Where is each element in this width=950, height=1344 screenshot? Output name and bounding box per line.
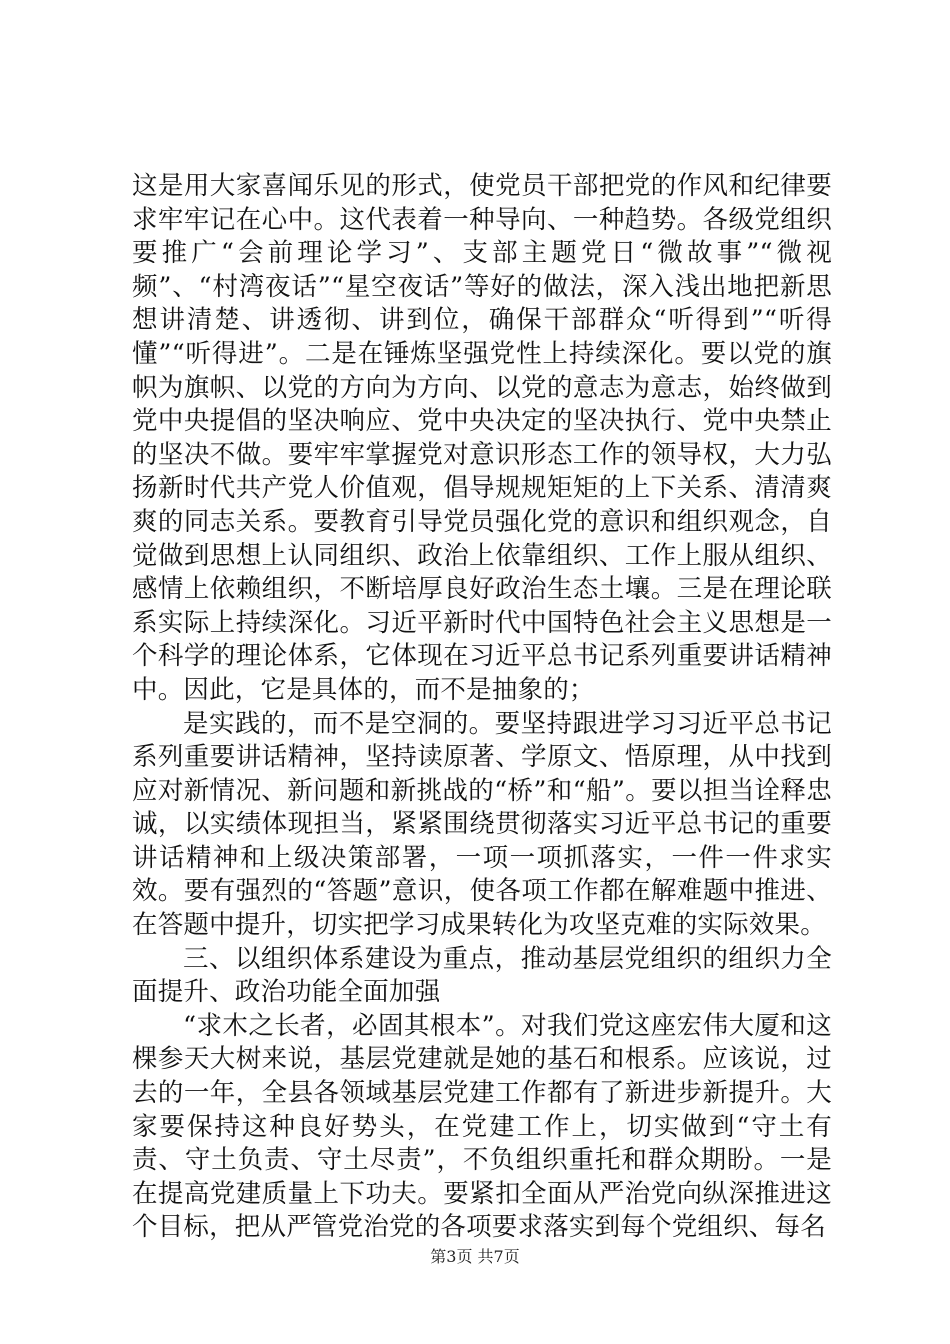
document-body	[132, 170, 832, 1245]
paragraph: 是实践的，而不是空洞的。要坚持跟进学习习近平总书记系列重要讲话精神，坚持读原著、学原文、悟原理，从中找到应对新情况、新问题和新挑战的“桥”和“船”。要以担当诠释忠诚，以实绩体现担当，紧紧围绕贯彻落实习近平总书记的重要讲话精神和上级决策部署，一项一项抓落实，一件一件求实效。要有强烈的“答题”意识，使各项工作都在解难题中推进、在答题中提升，切实把学习成果转化为攻坚克难的实际效果。	[132, 708, 832, 941]
paragraph: “求木之长者，必固其根本”。对我们党这座宏伟大厦和这棵参天大树来说，基层党建就是她的基石和根系。应该说，过去的一年，全县各领域基层党建工作都有了新进步新提升。大家要保持这种良好势头，在党建工作上，切实做到“守土有责、守土负责、守土尽责”，不负组织重托和群众期盼。一是在提高党建质量上下功夫。要紧扣全面从严治党向纵深推进这个目标，把从严管党治党的各项要求落实到每个党组织、每名	[132, 1010, 832, 1243]
section-heading: 三、以组织体系建设为重点，推动基层党组织的组织力全面提升、政治功能全面加强	[132, 943, 832, 1008]
page-number-footer: 第3页 共7页	[430, 1247, 520, 1266]
paragraph-continued: 这是用大家喜闻乐见的形式，使党员干部把党的作风和纪律要求牢牢记在心中。这代表着一种导向、一种趋势。各级党组织要推广“会前理论学习”、支部主题党日“微故事”“微视频”、“村湾夜话”“星空夜话”等好的做法，深入浅出地把新思想讲清楚、讲透彻、讲到位，确保干部群众“听得到”“听得懂”“听得进”。二是在锤炼坚强党性上持续深化。要以党的旗帜为旗帜、以党的方向为方向、以党的意志为意志，始终做到党中央提倡的坚决响应、党中央决定的坚决执行、党中央禁止的坚决不做。要牢牢掌握党对意识形态工作的领导权，大力弘扬新时代共产党人价值观，倡导规规矩矩的上下关系、清清爽爽的同志关系。要教育引导党员强化党的意识和组织观念，自觉做到思想上认同组织、政治上依靠组织、工作上服从组织、感情上依赖组织，不断培厚良好政治生态土壤。三是在理论联系实际上持续深化。习近平新时代中国特色社会主义思想是一个科学的理论体系，它体现在习近平总书记系列重要讲话精神中。因此，它是具体的，而不是抽象的；	[132, 171, 832, 705]
